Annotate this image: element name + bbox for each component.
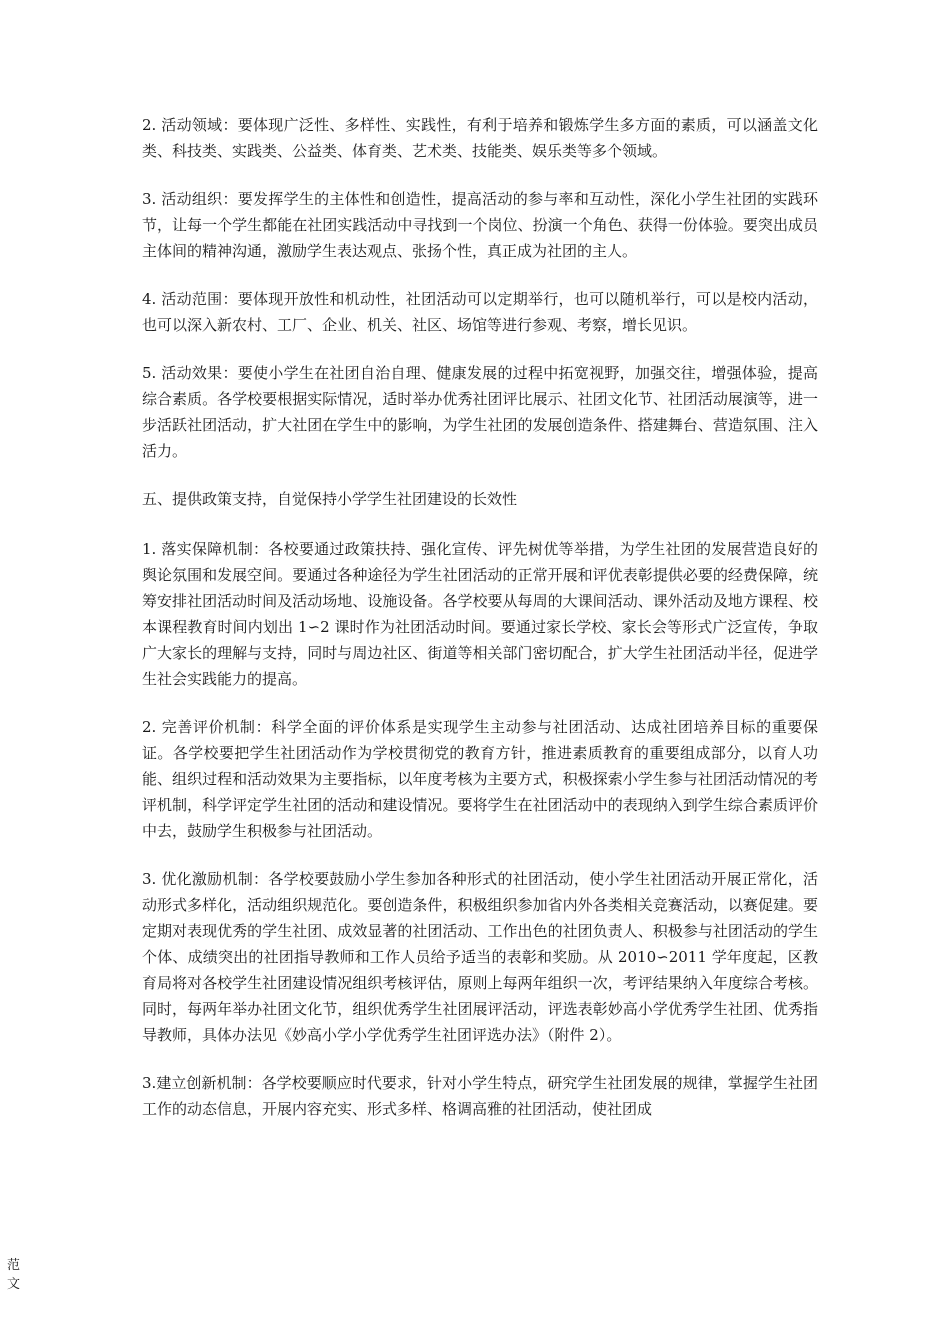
- paragraph-incentive-mechanism: 3. 优化激励机制：各学校要鼓励小学生参加各种形式的社团活动，使小学生社团活动开展正常化，活动形式多样化，活动组织规范化。要创造条件，积极组织参加省内外各类相关竞赛活动，以赛促建。要定期对表现优秀的学生社团、成效显著的社团活动、工作出色的社团负责人、积极参与社团活动的学生个体、成绩突出的社团指导教师和工作人员给予适当的表彰和奖励。从 2010∽2011 学年度起，区教育局将对各校学生社团建设情况组织考核评估，原则上每两年组织一次，考评结果纳入年度综合考核。同时，每两年举办社团文化节，组织优秀学生社团展评活动，评选表彰妙高小学优秀学生社团、优秀指导教师，具体办法见《妙高小学小学优秀学生社团评选办法》（附件 2）。: [142, 870, 818, 1044]
- footer-watermark: [7, 1256, 21, 1294]
- document-body: [142, 112, 818, 1144]
- section-heading-policy-support: 五、提供政策支持，自觉保持小学学生社团建设的长效性: [142, 490, 518, 508]
- paragraph-activity-organization: 3. 活动组织：要发挥学生的主体性和创造性，提高活动的参与率和互动性，深化小学生社团的实践环节，让每一个学生都能在社团实践活动中寻找到一个岗位、扮演一个角色、获得一份体验。要突出成员主体间的精神沟通，激励学生表达观点、张扬个性，真正成为社团的主人。: [142, 190, 818, 260]
- paragraph-innovation-mechanism: 3.建立创新机制：各学校要顺应时代要求，针对小学生特点，研究学生社团发展的规律，掌握学生社团工作的动态信息，开展内容充实、形式多样、格调高雅的社团活动，使社团成: [142, 1074, 818, 1118]
- paragraph-activity-domain: 2. 活动领域：要体现广泛性、多样性、实践性，有利于培养和锻炼学生多方面的素质，可以涵盖文化类、科技类、实践类、公益类、体育类、艺术类、技能类、娱乐类等多个领域。: [142, 116, 818, 160]
- footer-char-1: 范: [7, 1258, 21, 1273]
- paragraph-guarantee-mechanism: 1. 落实保障机制：各校要通过政策扶持、强化宣传、评先树优等举措，为学生社团的发展营造良好的舆论氛围和发展空间。要通过各种途径为学生社团活动的正常开展和评优表彰提供必要的经费保障，统筹安排社团活动时间及活动场地、设施设备。各学校要从每周的大课间活动、课外活动及地方课程、校本课程教育时间内划出 1∽2 课时作为社团活动时间。要通过家长学校、家长会等形式广泛宣传，争取广大家长的理解与支持，同时与周边社区、街道等相关部门密切配合，扩大学生社团活动半径，促进学生社会实践能力的提高。: [142, 540, 818, 688]
- footer-char-2: 文: [7, 1277, 21, 1292]
- paragraph-evaluation-mechanism: 2. 完善评价机制：科学全面的评价体系是实现学生主动参与社团活动、达成社团培养目标的重要保证。各学校要把学生社团活动作为学校贯彻党的教育方针，推进素质教育的重要组成部分，以育人功能、组织过程和活动效果为主要指标，以年度考核为主要方式，积极探索小学生参与社团活动情况的考评机制，科学评定学生社团的活动和建设情况。要将学生在社团活动中的表现纳入到学生综合素质评价中去，鼓励学生积极参与社团活动。: [142, 718, 818, 840]
- paragraph-activity-effect: 5. 活动效果：要使小学生在社团自治自理、健康发展的过程中拓宽视野，加强交往，增强体验，提高综合素质。各学校要根据实际情况，适时举办优秀社团评比展示、社团文化节、社团活动展演等，进一步活跃社团活动，扩大社团在学生中的影响，为学生社团的发展创造条件、搭建舞台、营造氛围、注入活力。: [142, 364, 818, 460]
- paragraph-activity-scope: 4. 活动范围：要体现开放性和机动性，社团活动可以定期举行，也可以随机举行，可以是校内活动，也可以深入新农村、工厂、企业、机关、社区、场馆等进行参观、考察，增长见识。: [142, 290, 818, 334]
